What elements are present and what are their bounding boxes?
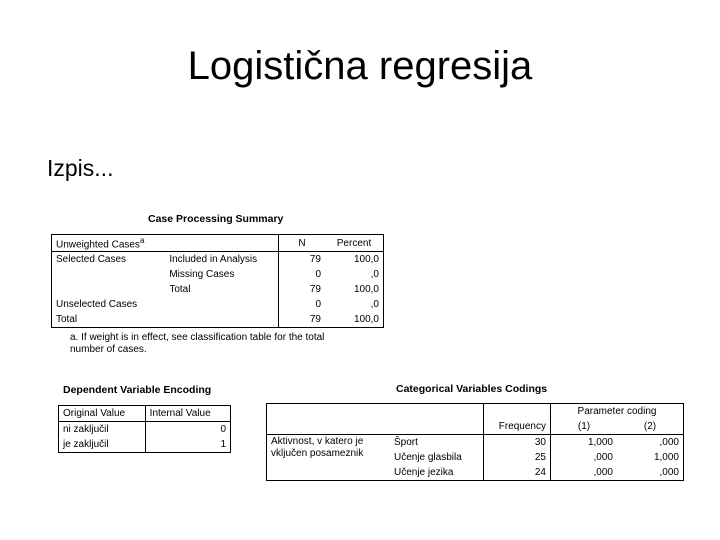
header-cell: Frequency — [484, 419, 551, 435]
table-cell: 0 — [279, 267, 326, 282]
table-cell: ,000 — [617, 465, 684, 481]
slide-subtitle: Izpis... — [47, 155, 114, 181]
table-cell: Učenje jezika — [393, 467, 454, 478]
param-coding-header: Parameter coding — [551, 404, 684, 420]
table-cell: 1 — [145, 437, 230, 453]
table-row — [267, 435, 684, 451]
header-cell: Internal Value — [145, 406, 230, 422]
table-cell: 100,0 — [325, 252, 384, 268]
table-cell: 100,0 — [325, 312, 384, 328]
table-cell: 100,0 — [325, 282, 384, 297]
table-cell: ,000 — [617, 435, 684, 451]
table-row — [52, 312, 384, 328]
param-header-row — [267, 404, 684, 420]
header-cell — [267, 419, 390, 435]
table-row — [52, 297, 384, 312]
header-cell: N — [279, 235, 326, 252]
table-cell: 79 — [279, 312, 326, 328]
table-cell: 25 — [484, 450, 551, 465]
table-cell: Selected Cases — [52, 252, 166, 268]
case-processing-caption: Case Processing Summary — [148, 213, 284, 225]
categorical-codings-table — [266, 403, 684, 481]
dependent-encoding-table — [58, 405, 231, 453]
table-cell: 1,000 — [551, 435, 618, 451]
categorical-codings-caption: Categorical Variables Codings — [396, 383, 548, 395]
header-cell — [390, 419, 484, 435]
table-cell — [165, 297, 278, 312]
header-cell: Original Value — [59, 406, 146, 422]
table-cell: Unselected Cases — [52, 297, 166, 312]
table-cell: ,0 — [325, 297, 384, 312]
table-row — [59, 422, 231, 438]
table-cell: 24 — [484, 465, 551, 481]
case-processing-footnote: a. If weight is in effect, see classification table for the total number of cases. — [70, 332, 325, 355]
header-cell — [52, 235, 166, 252]
table-cell: 1,000 — [617, 450, 684, 465]
table-cell — [52, 267, 166, 282]
table-cell: Missing Cases — [169, 269, 235, 281]
table-header-row — [59, 406, 231, 422]
table-row — [52, 252, 384, 268]
table-cell: Total — [52, 312, 166, 328]
table-cell: ni zaključil — [59, 422, 146, 438]
case-processing-table — [51, 234, 384, 328]
header-cell — [165, 235, 278, 252]
variable-label-cell — [267, 435, 390, 481]
table-cell: 79 — [279, 282, 326, 297]
table-cell — [165, 312, 278, 328]
table-cell: 0 — [145, 422, 230, 438]
variable-label-line: Aktivnost, v katero je — [271, 436, 364, 447]
table-cell: Učenje glasbila — [393, 452, 462, 463]
table-cell: Total — [169, 284, 191, 296]
table-cell: ,000 — [551, 465, 618, 481]
table-cell: 0 — [279, 297, 326, 312]
table-row — [52, 267, 384, 282]
header-label: Unweighted Cases — [56, 239, 140, 251]
table-header-row — [52, 235, 384, 252]
header-cell: (2) — [617, 419, 684, 435]
table-header-row — [267, 419, 684, 435]
table-cell: ,0 — [325, 267, 384, 282]
table-row — [59, 437, 231, 453]
footnote-marker: a — [139, 236, 145, 245]
table-cell: Included in Analysis — [169, 254, 258, 266]
table-cell: 79 — [279, 252, 326, 268]
header-cell: Percent — [325, 235, 384, 252]
variable-label-line: vključen posameznik — [271, 448, 364, 459]
dependent-encoding-caption: Dependent Variable Encoding — [63, 384, 212, 396]
table-row — [52, 282, 384, 297]
table-cell: je zaključil — [59, 437, 146, 453]
table-cell — [52, 282, 166, 297]
header-cell: (1) — [551, 419, 618, 435]
table-cell: ,000 — [551, 450, 618, 465]
table-cell: Šport — [393, 437, 418, 448]
table-cell: 30 — [484, 435, 551, 451]
slide-title: Logistična regresija — [187, 44, 533, 88]
